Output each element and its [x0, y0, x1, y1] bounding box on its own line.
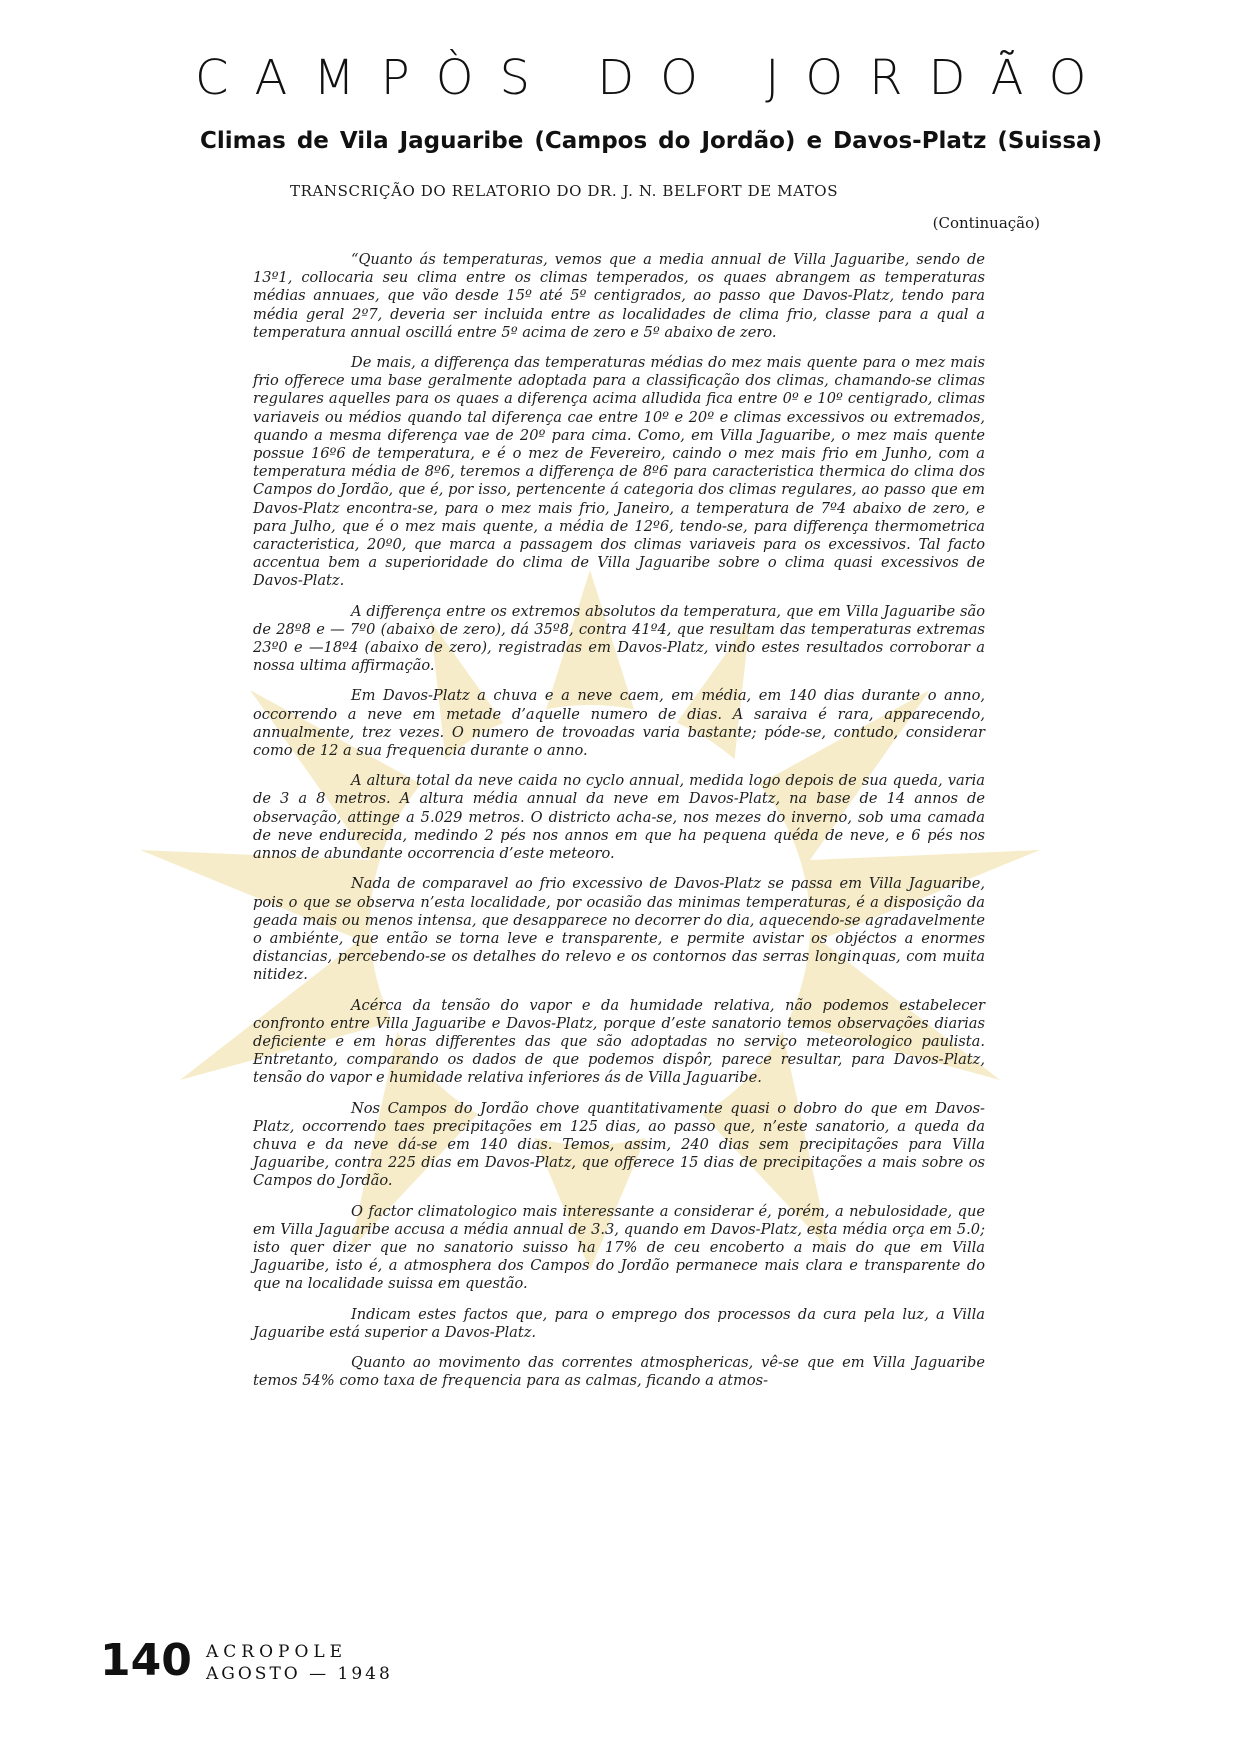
paragraph: Quanto ao movimento das correntes atmosphericas, vê-se que em Villa Jaguaribe temos 54% como taxa de frequencia para as calmas, ficando a atmos-: [253, 1353, 985, 1390]
paragraph: Nada de comparavel ao frio excessivo de Davos-Platz se passa em Villa Jaguaribe, pois o que se observa n’esta localidade, por ocasião das minimas temperaturas, é a disposição da geada mais ou menos intensa, que desapparece no decorrer do dia, aquecendo-se agradavelmente o ambiénte, que então se torna leve e transparente, e permite avistar os objéctos a enormes distancias, percebendo-se os detalhes do relevo e os contornos das serras longinquas, com muita nitidez.: [253, 875, 985, 984]
transcription-heading: TRANSCRIÇÃO DO RELATORIO DO DR. J. N. BELFORT DE MATOS: [290, 182, 839, 200]
paragraph: De mais, a differença das temperaturas médias do mez mais quente para o mez mais frio offerece uma base geralmente adoptada para a classificação dos climas, chamando-se climas regulares aquelles para os quaes a diferença acima alludida fica entre 0º e 10º centigrado, climas variaveis ou médios quando tal diferença cae entre 10º e 20º e climas excessivos ou extremados, quando a mesma diferença vae de 20º para cima. Como, em Villa Jaguaribe, o mez mais quente possue 16º6 de temperatura, e é o mez de Fevereiro, caindo o mez mais frio em Junho, com a temperatura média de 8º6, teremos a differença de 8º6 para caracteristica thermica do clima dos Campos do Jordão, que é, por isso, pertencente á categoria dos climas regulares, ao passo que em Davos-Platz encontra-se, para o mez mais frio, Janeiro, a temperatura de 7º4 abaixo de zero, e para Julho, que é o mez mais quente, a média de 12º6, tendo-se, para differença thermometrica caracteristica, 20º0, que marca a passagem dos climas variaveis para os excessivos. Tal facto accentua bem a superioridade do clima de Villa Jaguaribe sobre o clima quasi excessivos de Davos-Platz.: [253, 354, 985, 590]
paragraph: Nos Campos do Jordão chove quantitativamente quasi o dobro do que em Davos-Platz, occorrendo taes precipitações em 125 dias, ao passo que, n’este sanatorio, a queda da chuva e da neve dá-se em 140 dias. Temos, assim, 240 dias sem precipitações para Villa Jaguaribe, contra 225 dias em Davos-Platz, que offerece 15 dias de precipitações a mais sobre os Campos do Jordão.: [253, 1099, 985, 1190]
page-number: 140: [100, 1635, 192, 1686]
paragraph: O factor climatologico mais interessante a considerar é, porém, a nebulosidade, que em Villa Jaguaribe accusa a média annual de 3.3, quando em Davos-Platz, esta média orça em 5.0; isto quer dizer que no sanatorio suisso ha 17% de ceu encoberto a mais do que em Villa Jaguaribe, isto é, a atmosphera dos Campos do Jordão permanece mais clara e transparente do que na localidade suissa em questão.: [253, 1202, 985, 1293]
issue-date: AGOSTO — 1948: [206, 1664, 393, 1684]
paragraph: A differença entre os extremos absolutos da temperatura, que em Villa Jaguaribe são de 28º8 e — 7º0 (abaixo de zero), dá 35º8, contra 41º4, que resultam das temperaturas extremas 23º0 e —18º4 (abaixo de zero), registradas em Davos-Platz, vindo estes resultados corroborar a nossa ultima affirmação.: [253, 602, 985, 675]
paragraph: Em Davos-Platz a chuva e a neve caem, em média, em 140 dias durante o anno, occorrendo a neve em metade d’aquelle numero de dias. A saraiva é rara, apparecendo, annualmente, trez vezes. O numero de trovoadas varia bastante; póde-se, contudo, considerar como de 12 a sua frequencia durante o anno.: [253, 687, 985, 760]
page-title: CAMPÒS DO JORDÃO: [195, 50, 1113, 106]
paragraph: A altura total da neve caida no cyclo annual, medida logo depois de sua queda, varia de 3 a 8 metros. A altura média annual da neve em Davos-Platz, na base de 14 annos de observação, attinge a 5.029 metros. O districto acha-se, nos mezes do inverno, sob uma camada de neve endurecida, medindo 2 pés nos annos em que ha pequena quéda de neve, e 6 pés nos annos de abundante occorrencia d’este meteoro.: [253, 772, 985, 863]
magazine-name: ACROPOLE: [206, 1642, 348, 1662]
paragraph: Acérca da tensão do vapor e da humidade relativa, não podemos estabelecer confronto entre Villa Jaguaribe e Davos-Platz, porque d’este sanatorio temos observações diarias deficiente e em horas differentes das que são adoptadas no serviço meteorologico paulista. Entretanto, comparando os dados de que podemos dispôr, parece resultar, para Davos-Platz, tensão do vapor e humidade relativa inferiores ás de Villa Jaguaribe.: [253, 996, 985, 1087]
article-body: [253, 251, 985, 1402]
paragraph: “Quanto ás temperaturas, vemos que a media annual de Villa Jaguaribe, sendo de 13º1, collocaria seu clima entre os climas temperados, os quaes abrangem as temperaturas médias annuaes, que vão desde 15º até 5º centigrados, ao passo que Davos-Platz, tendo para média geral 2º7, deveria ser incluida entre as localidades de clima frio, classe para a qual a temperatura annual oscillá entre 5º acima de zero e 5º abaixo de zero.: [253, 251, 985, 341]
continuation-label: (Continuação): [932, 214, 1040, 232]
paragraph: Indicam estes factos que, para o emprego dos processos da cura pela luz, a Villa Jaguaribe está superior a Davos-Platz.: [253, 1305, 985, 1341]
page-subtitle: Climas de Vila Jaguaribe (Campos do Jordão) e Davos-Platz (Suissa): [200, 128, 1103, 154]
